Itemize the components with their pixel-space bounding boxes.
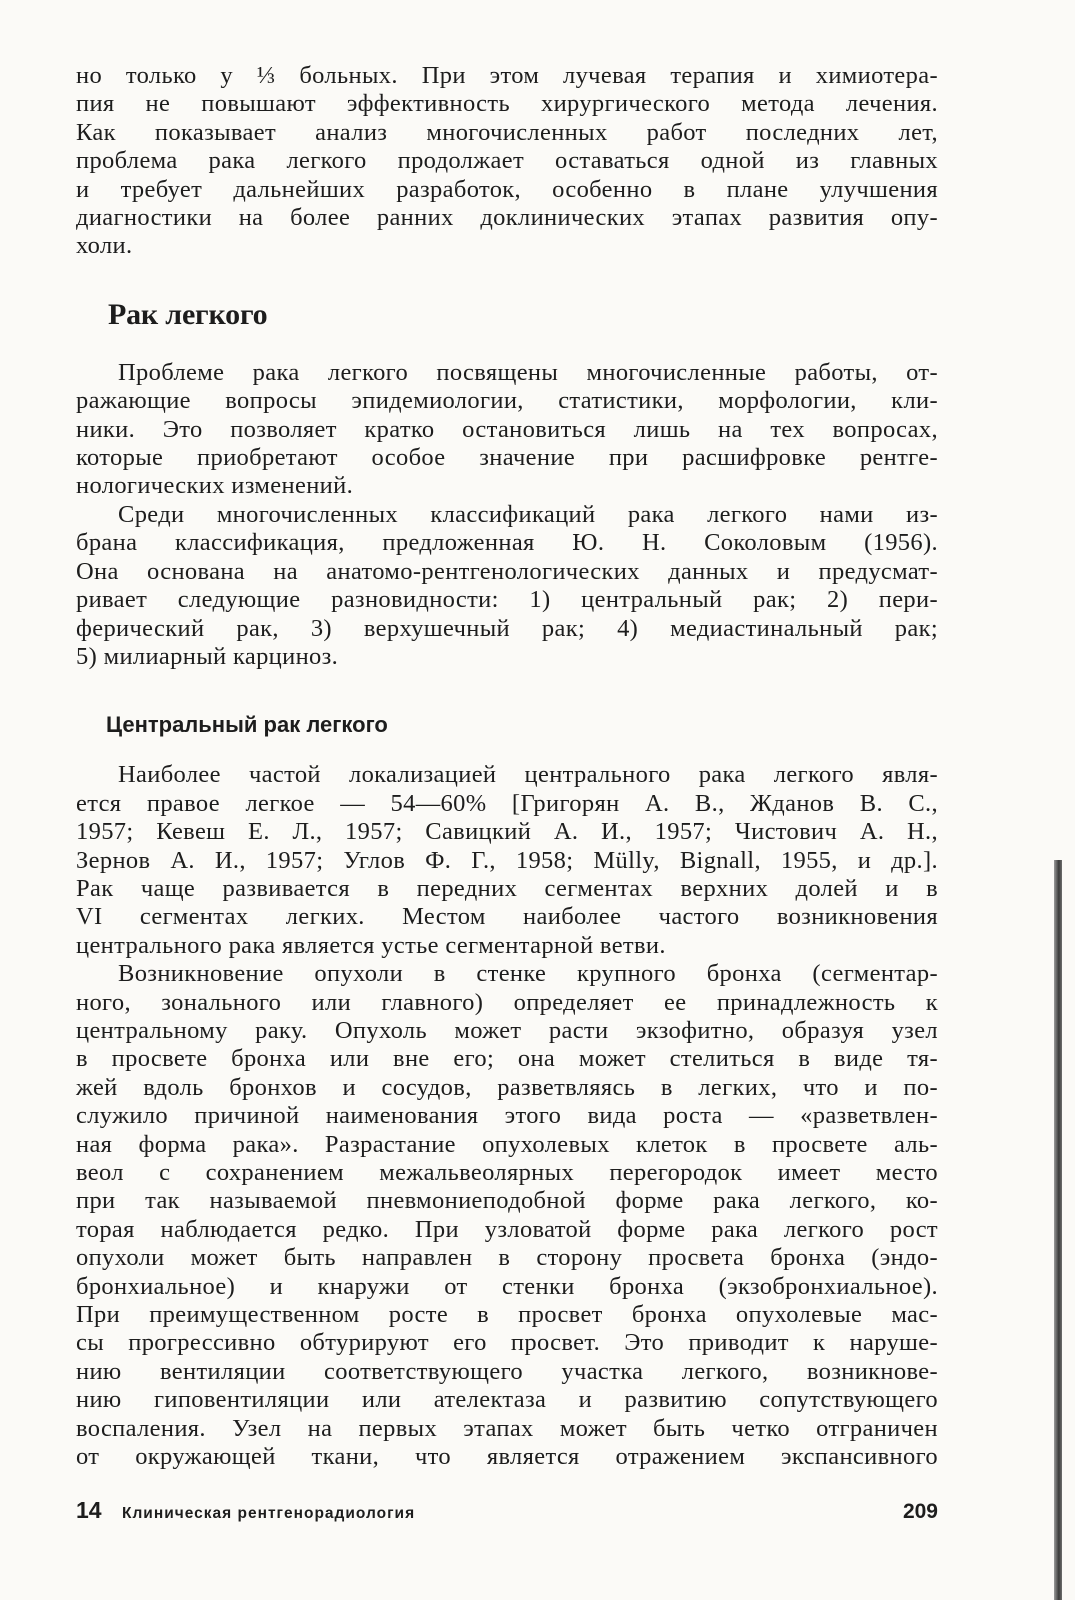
text-line: 1957; Кевеш Е. Л., 1957; Савицкий А. И., 1957; Чистович А. Н., bbox=[76, 818, 938, 846]
paragraph-2 bbox=[76, 501, 938, 671]
text-line: служило причиной наименования этого вида роста — «разветвлен- bbox=[76, 1102, 938, 1130]
book-spine-edge bbox=[1054, 860, 1062, 1600]
text-line: которые приобретают особое значение при расшифровке рентге- bbox=[76, 444, 938, 472]
text-line: холи. bbox=[76, 232, 133, 260]
text-line: При преимущественном росте в просвет бронха опухолевые мас- bbox=[76, 1301, 938, 1329]
paragraph-1 bbox=[76, 359, 938, 501]
text-line: но только у ⅓ больных. При этом лучевая терапия и химиотера- bbox=[76, 62, 938, 89]
text-line: Рак чаще развивается в передних сегментах верхних долей и в bbox=[76, 874, 938, 902]
paragraph-4 bbox=[76, 960, 938, 1471]
text-line: ется правое легкое — 54—60% [Григорян А. В., Жданов В. С., bbox=[76, 789, 938, 817]
paragraph-3 bbox=[76, 761, 938, 960]
text-line: опухоли может быть направлен в сторону просвета бронха (эндо- bbox=[76, 1244, 938, 1272]
section-title: Рак легкого bbox=[108, 297, 268, 331]
text-line: пия не повышают эффективность хирургического метода лечения. bbox=[76, 90, 938, 118]
text-line: бронхиальное) и кнаружи от стенки бронха (экзобронхиальное). bbox=[76, 1272, 938, 1300]
text-line: Как показывает анализ многочисленных работ последних лет, bbox=[76, 118, 938, 146]
text-line: диагностики на более ранних доклинических этапах развития опу- bbox=[76, 204, 938, 232]
text-line: Наиболее частой локализацией центрального рака легкого явля- bbox=[118, 761, 938, 789]
text-line: веол с сохранением межальвеолярных перегородок имеет место bbox=[76, 1159, 938, 1186]
text-line: ники. Это позволяет кратко остановиться лишь на тех вопросах, bbox=[76, 415, 938, 443]
text-line: 5) милиарный карциноз. bbox=[76, 642, 339, 670]
text-line: Возникновение опухоли в стенке крупного бронха (сегментар- bbox=[118, 960, 938, 988]
text-line: центральному раку. Опухоль может расти экзофитно, образуя узел bbox=[76, 1016, 938, 1044]
text-line: Среди многочисленных классификаций рака легкого нами из- bbox=[118, 500, 938, 528]
text-line: жей вдоль бронхов и сосудов, разветвляясь в легких, что и по- bbox=[76, 1073, 938, 1101]
text-line: торая наблюдается редко. При узловатой форме рака легкого рост bbox=[76, 1215, 938, 1243]
text-line: Проблеме рака легкого посвящены многочисленные работы, от- bbox=[118, 358, 938, 386]
text-line: центрального рака является устье сегментарной ветви. bbox=[76, 931, 666, 959]
text-line: от окружающей ткани, что является отражением экспансивного bbox=[76, 1443, 938, 1471]
text-line: Она основана на анатомо-рентгенологических данных и предусмат- bbox=[76, 557, 938, 585]
text-line: нологических изменений. bbox=[76, 472, 354, 500]
series-title: Клиническая рентгенорадиология bbox=[122, 1505, 416, 1522]
intro-paragraph bbox=[76, 62, 938, 261]
text-line: ного, зонального или главного) определяет ее принадлежность к bbox=[76, 988, 938, 1016]
text-line: ная форма рака». Разрастание опухолевых клеток в просвете аль- bbox=[76, 1130, 938, 1158]
text-line: проблема рака легкого продолжает оставаться одной из главных bbox=[76, 147, 938, 175]
text-line: VI сегментах легких. Местом наиболее частого возникновения bbox=[76, 903, 938, 931]
text-line: ражающие вопросы эпидемиологии, статистики, морфологии, кли- bbox=[76, 387, 938, 415]
text-line: ферический рак, 3) верхушечный рак; 4) медиастинальный рак; bbox=[76, 614, 938, 642]
text-line: сы прогрессивно обтурируют его просвет. Это приводит к наруше- bbox=[76, 1329, 938, 1357]
text-line: и требует дальнейших разработок, особенно в плане улучшения bbox=[76, 175, 938, 203]
subsection-title: Центральный рак легкого bbox=[106, 712, 388, 738]
page-number: 209 bbox=[902, 1500, 938, 1523]
text-line: ривает следующие разновидности: 1) центральный рак; 2) пери- bbox=[76, 586, 938, 614]
text-line: Зернов А. И., 1957; Углов Ф. Г., 1958; Mülly, Bignall, 1955, и др.]. bbox=[76, 846, 938, 874]
page-footer bbox=[76, 1497, 938, 1524]
text-line: воспаления. Узел на первых этапах может быть четко отграничен bbox=[76, 1414, 938, 1442]
page-body bbox=[76, 62, 938, 1471]
text-line: нию вентиляции соответствующего участка легкого, возникнове- bbox=[76, 1357, 938, 1385]
text-line: при так называемой пневмониеподобной форме рака легкого, ко- bbox=[76, 1187, 938, 1215]
text-line: брана классификация, предложенная Ю. Н. Соколовым (1956). bbox=[76, 529, 938, 557]
signature-number: 14 bbox=[76, 1497, 102, 1523]
text-line: нию гиповентиляции или ателектаза и развитию сопутствующего bbox=[76, 1386, 938, 1414]
text-line: в просвете бронха или вне его; она может стелиться в виде тя- bbox=[76, 1045, 938, 1073]
